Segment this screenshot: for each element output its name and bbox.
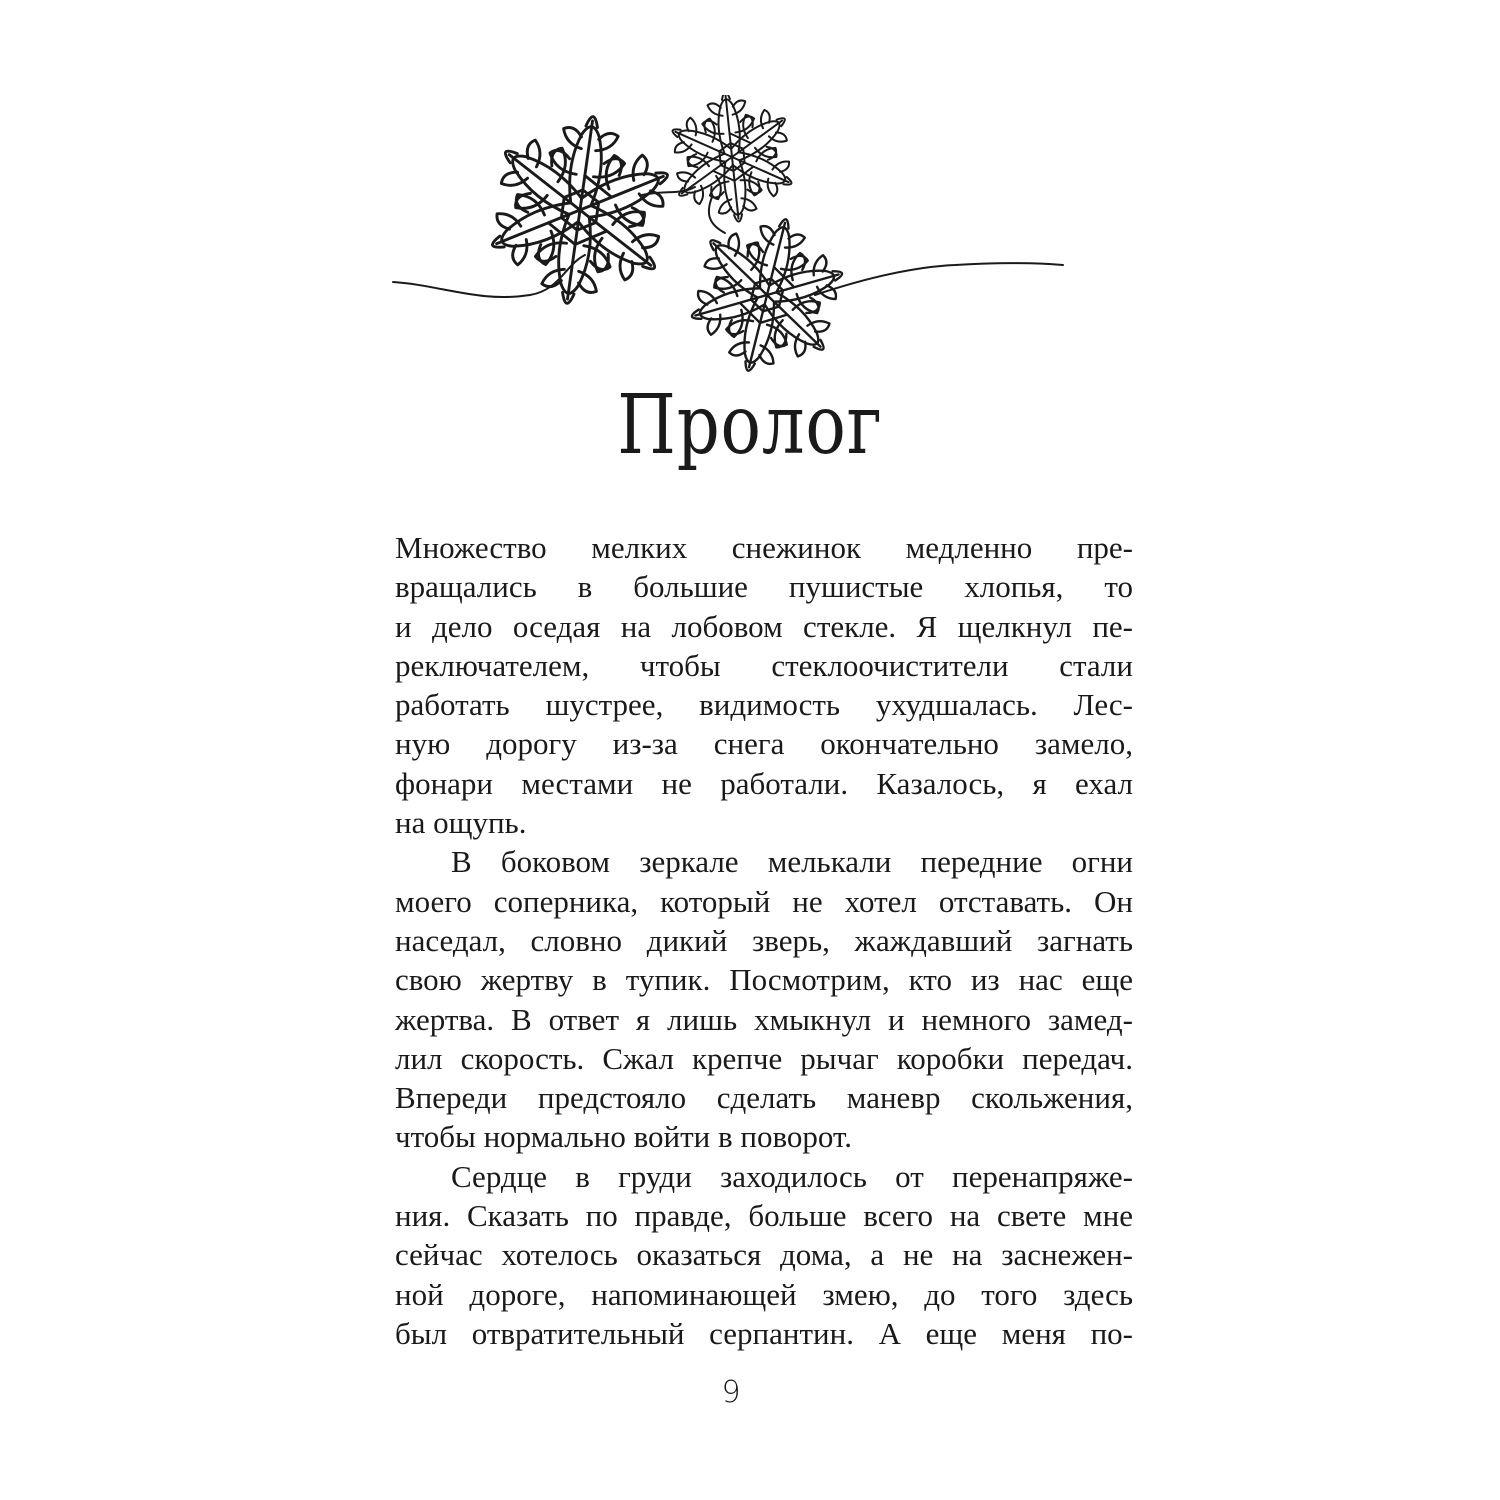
text-line: лил скорость. Сжал крепче рычаг коробки передач. <box>395 1040 1133 1076</box>
text-line: свою жертву в тупик. Посмотрим, кто из нас еще <box>395 962 1133 998</box>
text-line: жертва. В ответ я лишь хмыкнул и немного замед- <box>395 1001 1133 1037</box>
text-line: В боковом зеркале мелькали передние огни <box>451 844 1133 880</box>
body-text <box>395 528 1133 1353</box>
text-line: вращались в большие пушистые хлопья, то <box>395 569 1133 605</box>
page-number: 9 <box>721 1375 741 1410</box>
text-line: работать шустрее, видимость ухудшалась. Лес- <box>395 687 1133 723</box>
chapter-title: Пролог <box>617 378 883 473</box>
text-line: сейчас хотелось оказаться дома, а не на заснежен- <box>395 1237 1133 1273</box>
snowflakes-ornament-icon <box>380 95 1080 385</box>
text-line: и дело оседая на лобовом стекле. Я щелкнул пе- <box>395 608 1133 644</box>
text-line: Сердце в груди заходилось от перенапряже- <box>451 1158 1133 1194</box>
text-line: Множество мелких снежинок медленно пре- <box>395 530 1133 565</box>
text-line: был отвратительный серпантин. А еще меня по- <box>395 1315 1133 1351</box>
text-line: фонари местами не работали. Казалось, я ехал <box>395 765 1133 801</box>
text-line: наседал, словно дикий зверь, жаждавший загнать <box>395 922 1133 958</box>
text-line: ной дороге, напоминающей змею, до того здесь <box>395 1276 1133 1312</box>
text-line: Впереди предстояло сделать маневр скольжения, <box>395 1080 1133 1116</box>
text-line: ную дорогу из-за снега окончательно замело, <box>395 726 1133 762</box>
text-line: моего соперника, который не хотел отставать. Он <box>395 883 1133 919</box>
text-line: реключателем, чтобы стеклоочистители стали <box>395 647 1133 683</box>
text-line: чтобы нормально войти в поворот. <box>395 1119 852 1155</box>
text-line: на ощупь. <box>395 805 527 841</box>
text-line: ния. Сказать по правде, больше всего на свете мне <box>395 1198 1133 1234</box>
